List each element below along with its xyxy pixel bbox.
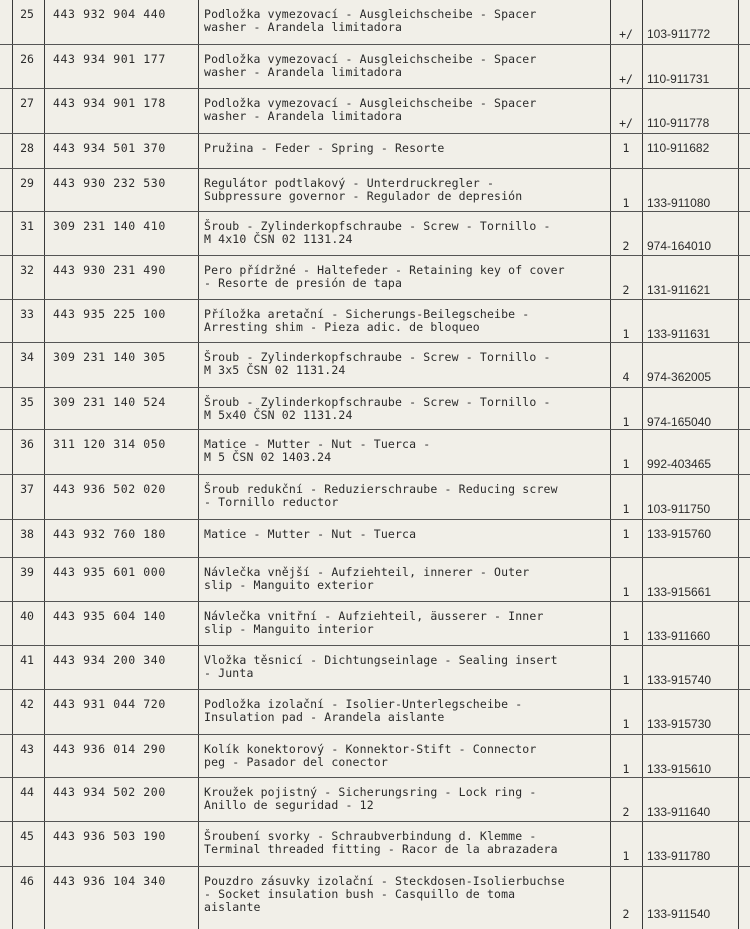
quantity: 2: [622, 283, 630, 297]
quantity: 4: [622, 370, 630, 384]
part-number: 311 120 314 050: [53, 437, 166, 451]
part-description: Regulátor podtlakový - Unterdruckregler - Subpressure governor - Regulador de depresión: [204, 176, 523, 203]
part-number: 309 231 140 410: [53, 219, 166, 233]
part-number: 443 936 104 340: [53, 874, 166, 888]
quantity: 1: [622, 849, 630, 863]
position-number: 35: [20, 395, 34, 409]
quantity: +/: [619, 72, 633, 86]
table-row: [0, 0, 750, 45]
catalog-code: 103-911750: [647, 502, 711, 516]
table-row: [0, 646, 750, 690]
part-description: Pouzdro zásuvky izolační - Steckdosen-Isolierbuchse - Socket insulation bush - Casquillo de toma aislante: [204, 874, 565, 914]
quantity: 1: [622, 502, 630, 516]
part-number: 443 935 604 140: [53, 609, 166, 623]
table-row: [0, 388, 750, 430]
quantity: 2: [622, 805, 630, 819]
part-description: Příložka aretační - Sicherungs-Beilegscheibe - Arresting shim - Pieza adic. de bloqueo: [204, 307, 530, 334]
part-number: 443 931 044 720: [53, 697, 166, 711]
catalog-code: 974-165040: [647, 415, 712, 429]
catalog-code: 133-915661: [647, 585, 712, 599]
catalog-code: 133-915760: [647, 527, 712, 541]
quantity: +/: [619, 27, 633, 41]
part-description: Návlečka vnitřní - Aufziehteil, äusserer - Inner slip - Manguito interior: [204, 609, 544, 636]
catalog-code: 133-911660: [647, 629, 711, 643]
part-description: Návlečka vnější - Aufziehteil, innerer - Outer slip - Manguito exterior: [204, 565, 530, 592]
part-number: 443 934 200 340: [53, 653, 166, 667]
part-description: Podložka izolační - Isolier-Unterlegscheibe - Insulation pad - Arandela aislante: [204, 697, 523, 724]
table-row: [0, 134, 750, 169]
quantity: 1: [622, 457, 630, 471]
position-number: 31: [20, 219, 34, 233]
part-description: Šroub - Zylinderkopfschraube - Screw - Tornillo - M 4x10 ČSN 02 1131.24: [204, 219, 551, 246]
position-number: 42: [20, 697, 34, 711]
part-description: Kolík konektorový - Konnektor-Stift - Connector peg - Pasador del conector: [204, 742, 537, 769]
quantity: 1: [622, 717, 630, 731]
part-number: 443 935 601 000: [53, 565, 166, 579]
catalog-code: 133-915740: [647, 673, 712, 687]
position-number: 26: [20, 52, 34, 66]
quantity: 1: [622, 415, 630, 429]
part-number: 443 930 232 530: [53, 176, 166, 190]
position-number: 32: [20, 263, 34, 277]
position-number: 39: [20, 565, 34, 579]
quantity: 1: [622, 196, 630, 210]
catalog-code: 133-915730: [647, 717, 712, 731]
quantity: 2: [622, 239, 630, 253]
table-row: [0, 558, 750, 602]
part-number: 443 934 901 178: [53, 96, 166, 110]
position-number: 29: [20, 176, 34, 190]
catalog-code: 131-911621: [647, 283, 711, 297]
position-number: 38: [20, 527, 34, 541]
part-description: Matice - Mutter - Nut - Tuerca: [204, 527, 417, 541]
catalog-code: 133-911080: [647, 196, 711, 210]
part-number: 309 231 140 524: [53, 395, 166, 409]
quantity: 1: [622, 527, 630, 541]
part-number: 443 934 901 177: [53, 52, 166, 66]
table-row: [0, 300, 750, 343]
position-number: 27: [20, 96, 34, 110]
catalog-code: 133-911631: [647, 327, 711, 341]
part-description: Podložka vymezovací - Ausgleichscheibe - Spacer washer - Arandela limitadora: [204, 96, 537, 123]
part-number: 443 936 502 020: [53, 482, 166, 496]
part-number: 443 932 904 440: [53, 7, 166, 21]
part-description: Šroub - Zylinderkopfschraube - Screw - Tornillo - M 5x40 ČSN 02 1131.24: [204, 395, 551, 422]
catalog-code: 974-362005: [647, 370, 712, 384]
part-number: 443 936 503 190: [53, 829, 166, 843]
table-row: [0, 45, 750, 89]
table-row: [0, 690, 750, 735]
table-row: [0, 520, 750, 558]
catalog-code: 103-911772: [647, 27, 711, 41]
catalog-code: 133-915610: [647, 762, 712, 776]
catalog-code: 133-911640: [647, 805, 711, 819]
position-number: 45: [20, 829, 34, 843]
position-number: 37: [20, 482, 34, 496]
part-description: Podložka vymezovací - Ausgleichscheibe - Spacer washer - Arandela limitadora: [204, 7, 537, 34]
table-row: [0, 430, 750, 475]
table-row: [0, 256, 750, 300]
quantity: 1: [622, 141, 630, 155]
position-number: 41: [20, 653, 34, 667]
part-description: Matice - Mutter - Nut - Tuerca - M 5 ČSN 02 1403.24: [204, 437, 431, 464]
part-number: 309 231 140 305: [53, 350, 166, 364]
position-number: 25: [20, 7, 34, 21]
catalog-code: 110-911682: [647, 141, 710, 155]
quantity: +/: [619, 116, 633, 130]
position-number: 33: [20, 307, 34, 321]
part-number: 443 934 502 200: [53, 785, 166, 799]
part-description: Vložka těsnicí - Dichtungseinlage - Sealing insert - Junta: [204, 653, 558, 680]
position-number: 28: [20, 141, 34, 155]
position-number: 46: [20, 874, 34, 888]
table-row: [0, 212, 750, 256]
part-description: Pero přídržné - Haltefeder - Retaining key of cover - Resorte de presión de tapa: [204, 263, 565, 290]
catalog-code: 974-164010: [647, 239, 712, 253]
part-description: Šroub - Zylinderkopfschraube - Screw - Tornillo - M 3x5 ČSN 02 1131.24: [204, 350, 551, 377]
quantity: 2: [622, 907, 630, 921]
catalog-code: 133-911780: [647, 849, 711, 863]
quantity: 1: [622, 762, 630, 776]
part-description: Kroužek pojistný - Sicherungsring - Lock ring - Anillo de seguridad - 12: [204, 785, 537, 812]
part-number: 443 934 501 370: [53, 141, 166, 155]
table-row: [0, 822, 750, 867]
part-number: 443 935 225 100: [53, 307, 166, 321]
table-row: [0, 778, 750, 822]
catalog-code: 110-911778: [647, 116, 710, 130]
table-row: [0, 867, 750, 929]
table-row: [0, 735, 750, 778]
position-number: 43: [20, 742, 34, 756]
table-row: [0, 89, 750, 134]
quantity: 1: [622, 585, 630, 599]
quantity: 1: [622, 673, 630, 687]
part-description: Pružina - Feder - Spring - Resorte: [204, 141, 445, 155]
part-description: Šroubení svorky - Schraubverbindung d. Klemme - Terminal threaded fitting - Racor de la abrazadera: [204, 829, 558, 856]
table-row: [0, 169, 750, 212]
position-number: 36: [20, 437, 34, 451]
part-description: Podložka vymezovací - Ausgleichscheibe - Spacer washer - Arandela limitadora: [204, 52, 537, 79]
position-number: 34: [20, 350, 34, 364]
part-number: 443 936 014 290: [53, 742, 166, 756]
catalog-code: 110-911731: [647, 72, 710, 86]
position-number: 44: [20, 785, 34, 799]
table-row: [0, 343, 750, 388]
part-number: 443 932 760 180: [53, 527, 166, 541]
table-row: [0, 602, 750, 646]
catalog-code: 133-911540: [647, 907, 711, 921]
catalog-code: 992-403465: [647, 457, 712, 471]
part-description: Šroub redukční - Reduzierschraube - Reducing screw - Tornillo reductor: [204, 482, 558, 509]
position-number: 40: [20, 609, 34, 623]
part-number: 443 930 231 490: [53, 263, 166, 277]
table-row: [0, 475, 750, 520]
quantity: 1: [622, 327, 630, 341]
quantity: 1: [622, 629, 630, 643]
